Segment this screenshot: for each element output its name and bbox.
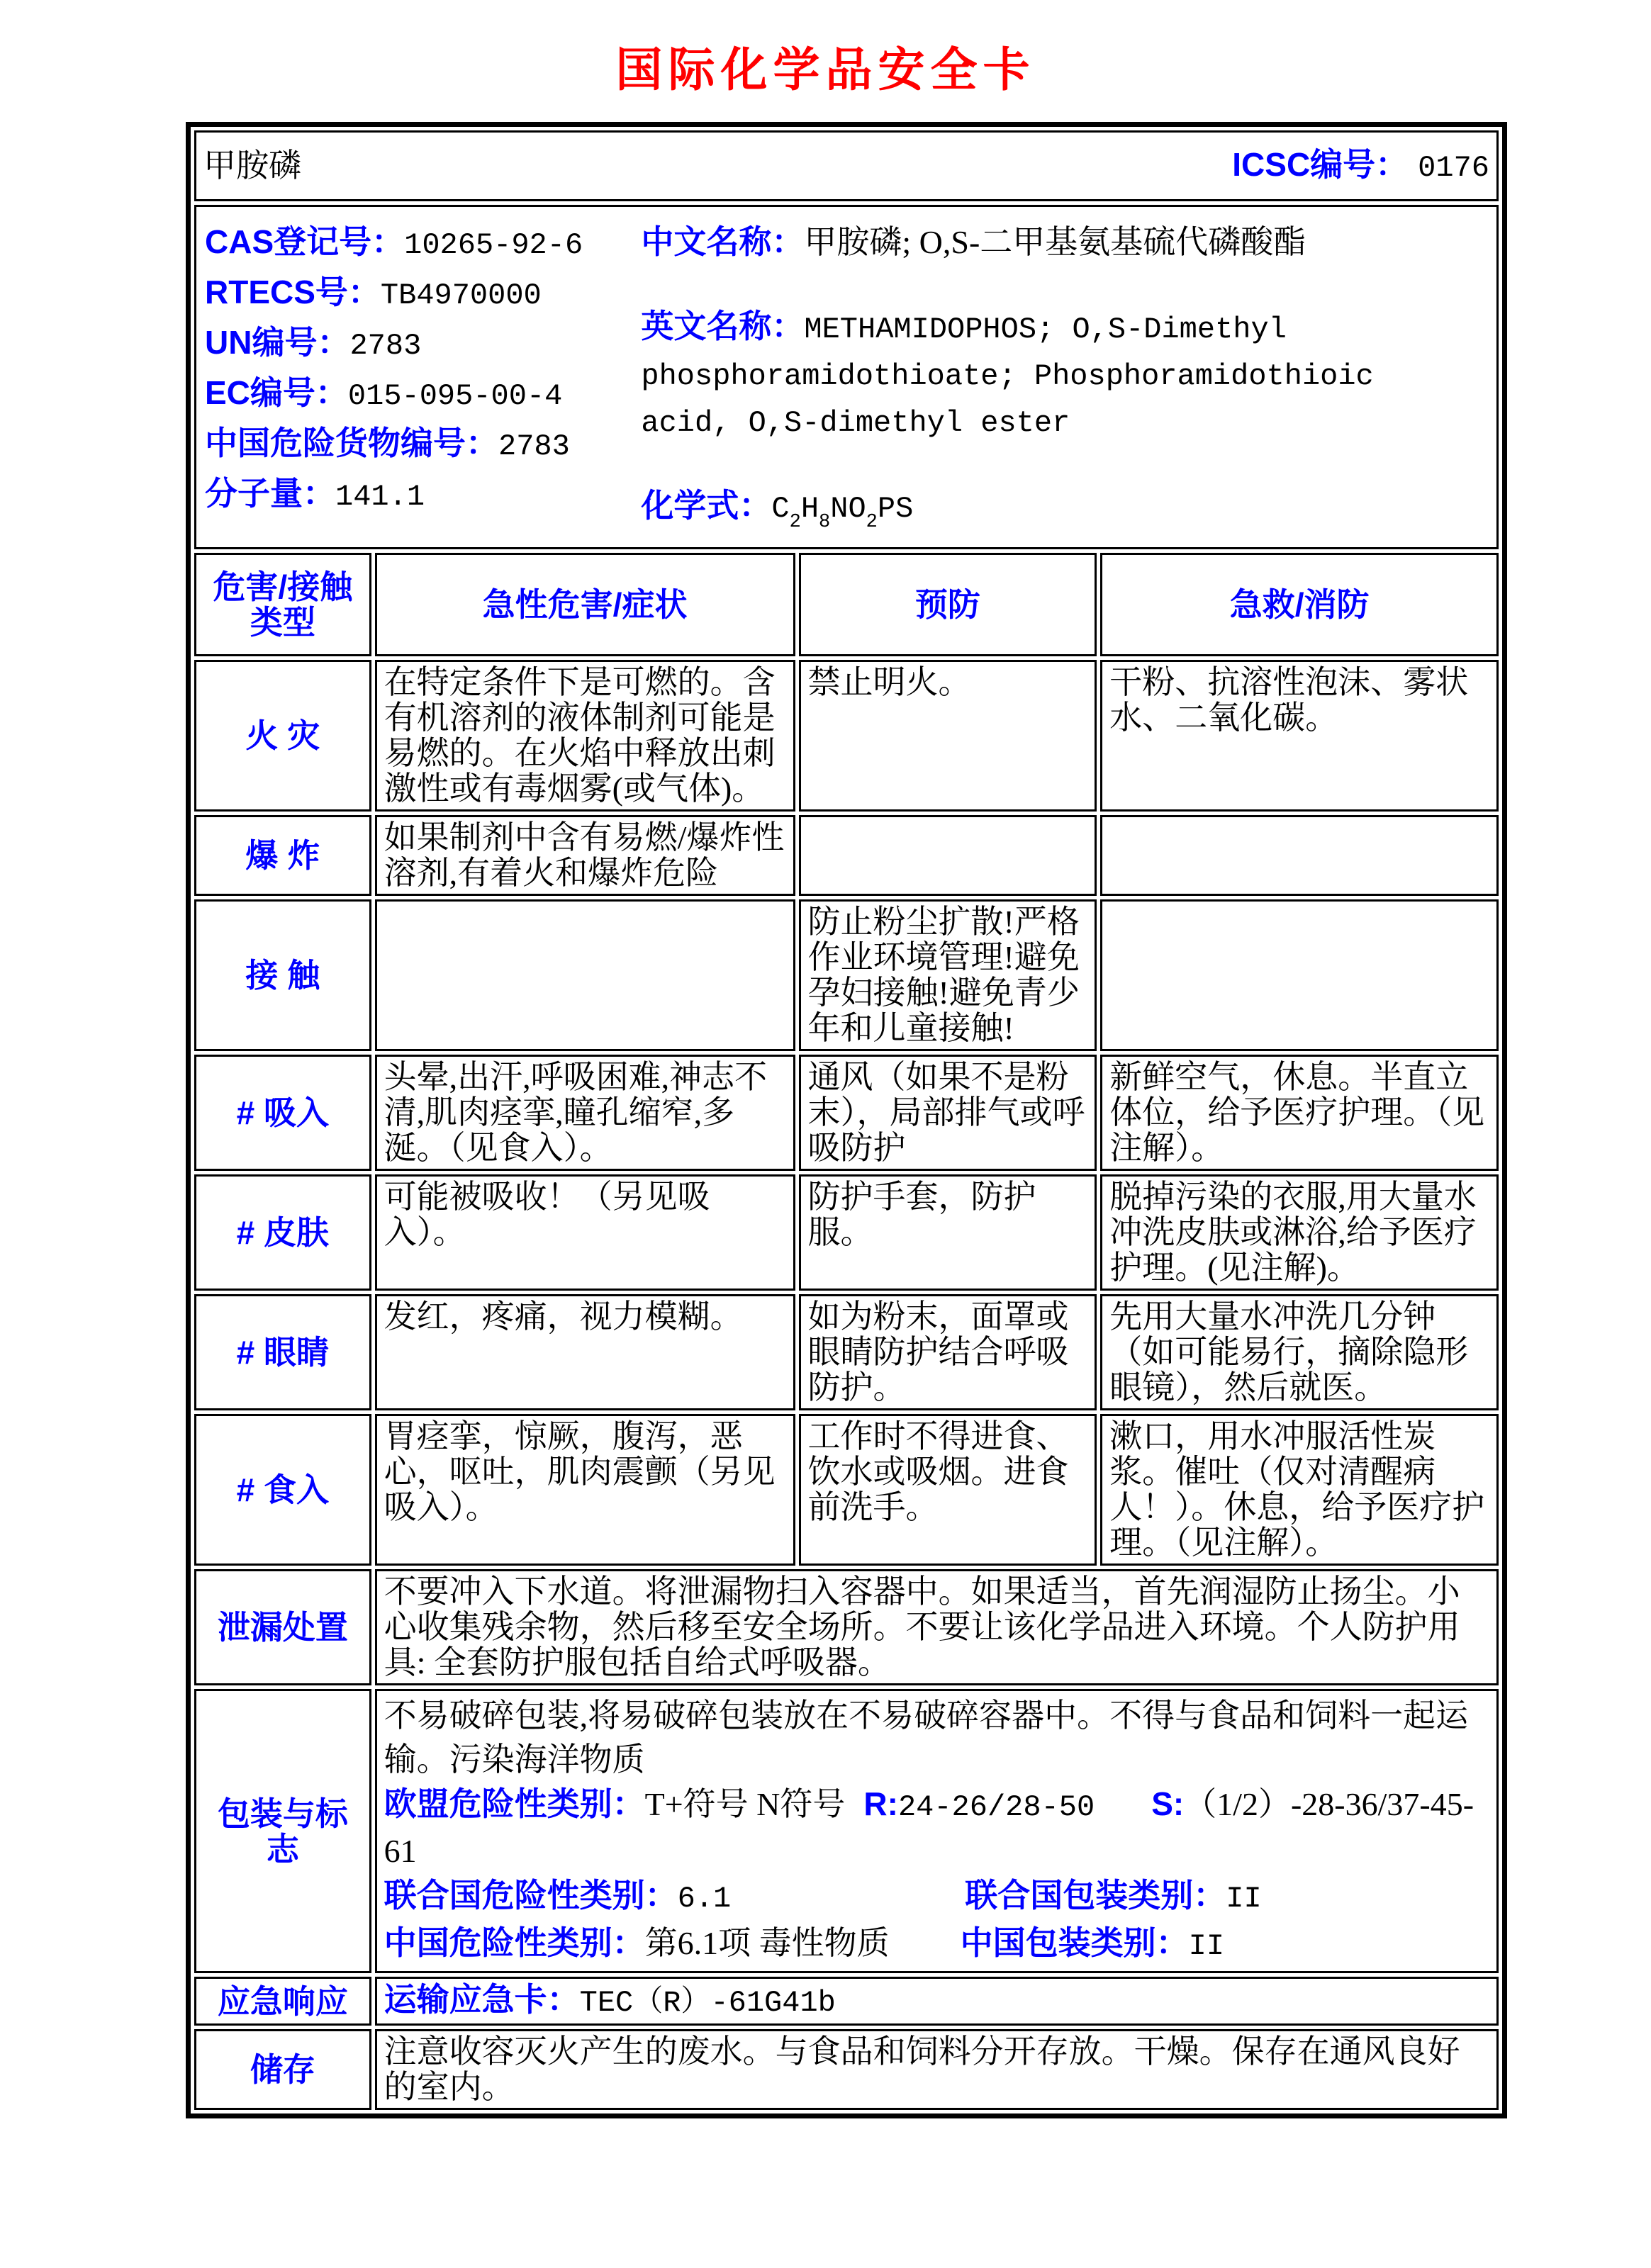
identification-cell	[194, 205, 1499, 549]
english-name-line3: acid, O,S-dimethyl ester	[641, 406, 1070, 440]
header-hazard-type: 危害/接触 类型	[194, 553, 371, 656]
inhalation-label: # 吸入	[194, 1055, 371, 1171]
card-header-cell	[194, 130, 1499, 201]
un-class-value: 6.1	[677, 1882, 732, 1916]
inhalation-aid: 新鲜空气，休息。半直立体位，给予医疗护理。（见注解）。	[1100, 1055, 1499, 1171]
cas-value: 10265-92-6	[404, 228, 583, 262]
english-name-block	[641, 303, 1488, 447]
ingestion-row	[194, 1414, 1499, 1566]
r-phrases-label: R:	[863, 1785, 898, 1822]
cn-class-label: 中国危险性类别：	[384, 1924, 645, 1961]
s-phrases-label: S:	[1151, 1785, 1185, 1822]
fire-row	[194, 660, 1499, 812]
cas-label: CAS登记号：	[205, 223, 405, 260]
storage-label: 储存	[194, 2029, 371, 2110]
s-phrases-value: （1/2）-28-36/37-45-61	[384, 1786, 1474, 1869]
english-name-line1	[641, 303, 1488, 353]
exposure-symptoms	[375, 899, 795, 1051]
skin-prevention: 防护手套，防护服。	[799, 1174, 1097, 1291]
page-title: 国际化学品安全卡	[615, 43, 1036, 96]
r-phrases-value: 24-26/28-50	[897, 1790, 1095, 1824]
spill-text: 不要冲入下水道。将泄漏物扫入容器中。如果适当，首先润湿防止扬尘。小心收集残余物，然后移至安全场所。不要让该化学品进入环境。个人防护用具: 全套防护服包括自给式呼吸器。	[375, 1569, 1499, 1685]
skin-aid: 脱掉污染的衣服,用大量水冲洗皮肤或淋浴,给予医疗护理。(见注解)。	[1100, 1174, 1499, 1291]
emergency-row	[194, 1977, 1499, 2026]
eyes-label: # 眼睛	[194, 1294, 371, 1410]
chemical-formula: $C_2H_8NO_2PS$	[771, 492, 914, 533]
chemical-name: 甲胺磷	[203, 147, 301, 184]
cn-pack-value: II	[1188, 1929, 1225, 1963]
identification-right-column	[641, 218, 1488, 536]
un-pack-label: 联合国包装类别：	[965, 1877, 1226, 1914]
un-pack-value: II	[1226, 1882, 1262, 1916]
safety-card	[186, 122, 1507, 2118]
ec-number-line	[205, 369, 641, 420]
inhalation-prevention: 通风（如果不是粉末），局部排气或呼吸防护	[799, 1055, 1097, 1171]
chinese-name-label: 中文名称：	[641, 223, 805, 260]
emergency-cell	[375, 1977, 1499, 2026]
icsc-number-group	[1232, 147, 1489, 186]
un-class-label: 联合国危险性类别：	[384, 1877, 678, 1914]
mw-label: 分子量：	[205, 475, 335, 512]
ingestion-symptoms: 胃痉挛，惊厥，腹泻，恶心，呕吐，肌肉震颤（另见吸入）。	[375, 1414, 795, 1566]
un-value: 2783	[349, 329, 422, 363]
inhalation-row	[194, 1055, 1499, 1171]
rtecs-value: TB4970000	[380, 279, 542, 313]
english-name-line2: phosphoramidothioate; Phosphoramidothioic	[641, 359, 1374, 393]
cn-class-value: 第6.1项 毒性物质	[644, 1925, 890, 1961]
chinese-name-line	[641, 218, 1488, 266]
tec-value: TEC（R）-61G41b	[579, 1986, 836, 2020]
skin-row	[194, 1174, 1499, 1291]
packaging-line1: 不易破碎包装,将易破碎包装放在不易破碎容器中。不得与食品和饲料一起运输。污染海洋物质	[384, 1697, 1469, 1778]
exposure-label: 接 触	[194, 899, 371, 1051]
storage-text: 注意收容灭火产生的废水。与食品和饲料分开存放。干燥。保存在通风良好的室内。	[375, 2029, 1499, 2110]
fire-symptoms: 在特定条件下是可燃的。含有机溶剂的液体制剂可能是易燃的。在火焰中释放出刺激性或有毒烟雾(或气体)。	[375, 660, 795, 812]
formula-line	[641, 482, 1488, 536]
ingestion-aid: 漱口，用水冲服活性炭浆。催吐（仅对清醒病人！）。休息，给予医疗护理。（见注解）。	[1100, 1414, 1499, 1566]
skin-label: # 皮肤	[194, 1174, 371, 1291]
header-prevention: 预防	[799, 553, 1097, 656]
rtecs-label: RTECS号：	[205, 274, 381, 310]
chinese-name-value: 甲胺磷; O,S-二甲基氨基硫代磷酸酯	[804, 224, 1306, 260]
eu-class-label: 欧盟危险性类别：	[384, 1785, 645, 1822]
spill-row	[194, 1569, 1499, 1685]
exposure-prevention: 防止粉尘扩散!严格作业环境管理!避免孕妇接触!避免青少年和儿童接触!	[799, 899, 1097, 1051]
eu-class-value: T+符号 N符号	[644, 1786, 846, 1822]
skin-symptoms: 可能被吸收！（另见吸入）。	[375, 1174, 795, 1291]
un-number-line	[205, 319, 641, 369]
packaging-cn-line	[384, 1921, 1489, 1968]
safety-card-table	[191, 127, 1502, 2113]
identification-left-column	[205, 218, 641, 536]
packaging-row	[194, 1689, 1499, 1973]
tec-label: 运输应急卡：	[384, 1981, 580, 2018]
fire-aid: 干粉、抗溶性泡沫、雾状水、二氧化碳。	[1100, 660, 1499, 812]
fire-label: 火 灾	[194, 660, 371, 812]
explosion-symptoms: 如果制剂中含有易燃/爆炸性溶剂,有着火和爆炸危险	[375, 815, 795, 896]
packaging-cell	[375, 1689, 1499, 1973]
identification-row	[194, 205, 1499, 549]
packaging-label: 包装与标志	[194, 1689, 371, 1973]
header-first-aid: 急救/消防	[1100, 553, 1499, 656]
cn-pack-label: 中国包装类别：	[960, 1924, 1189, 1961]
un-label: UN编号：	[205, 324, 350, 361]
inhalation-symptoms: 头晕,出汗,呼吸困难,神志不清,肌肉痉挛,瞳孔缩窄,多涎。（见食入）。	[375, 1055, 795, 1171]
ec-label: EC编号：	[205, 374, 348, 411]
spill-label: 泄漏处置	[194, 1569, 371, 1685]
china-dangerous-goods-line	[205, 420, 641, 470]
cas-number-line	[205, 218, 641, 269]
icsc-label: ICSC编号：	[1232, 145, 1409, 183]
fire-prevention: 禁止明火。	[799, 660, 1097, 812]
hazard-header-row	[194, 553, 1499, 656]
header-acute-hazards: 急性危害/症状	[375, 553, 795, 656]
mw-value: 141.1	[335, 480, 425, 514]
packaging-eu-line	[384, 1782, 1489, 1873]
ingestion-prevention: 工作时不得进食、饮水或吸烟。进食前洗手。	[799, 1414, 1097, 1566]
emergency-label: 应急响应	[194, 1977, 371, 2026]
rtecs-number-line	[205, 269, 641, 319]
ingestion-label: # 食入	[194, 1414, 371, 1566]
storage-row	[194, 2029, 1499, 2110]
formula-label: 化学式：	[641, 487, 772, 524]
explosion-aid	[1100, 815, 1499, 896]
eyes-row	[194, 1294, 1499, 1410]
explosion-label: 爆 炸	[194, 815, 371, 896]
ec-value: 015-095-00-4	[347, 379, 563, 413]
icsc-number: 0176	[1418, 150, 1489, 185]
eyes-aid: 先用大量水冲洗几分钟（如可能易行，摘除隐形眼镜），然后就医。	[1100, 1294, 1499, 1410]
explosion-prevention	[799, 815, 1097, 896]
eyes-prevention: 如为粉末，面罩或眼睛防护结合呼吸防护。	[799, 1294, 1097, 1410]
explosion-row	[194, 815, 1499, 896]
packaging-un-line	[384, 1873, 1489, 1921]
exposure-row	[194, 899, 1499, 1051]
molecular-weight-line	[205, 470, 641, 520]
card-header-row	[194, 130, 1499, 201]
english-name-part1: METHAMIDOPHOS; O,S-Dimethyl	[804, 313, 1287, 347]
china-dg-label: 中国危险货物编号：	[205, 425, 498, 461]
english-name-label: 英文名称：	[641, 308, 805, 344]
china-dg-value: 2783	[498, 430, 570, 464]
exposure-aid	[1100, 899, 1499, 1051]
eyes-symptoms: 发红，疼痛，视力模糊。	[375, 1294, 795, 1410]
